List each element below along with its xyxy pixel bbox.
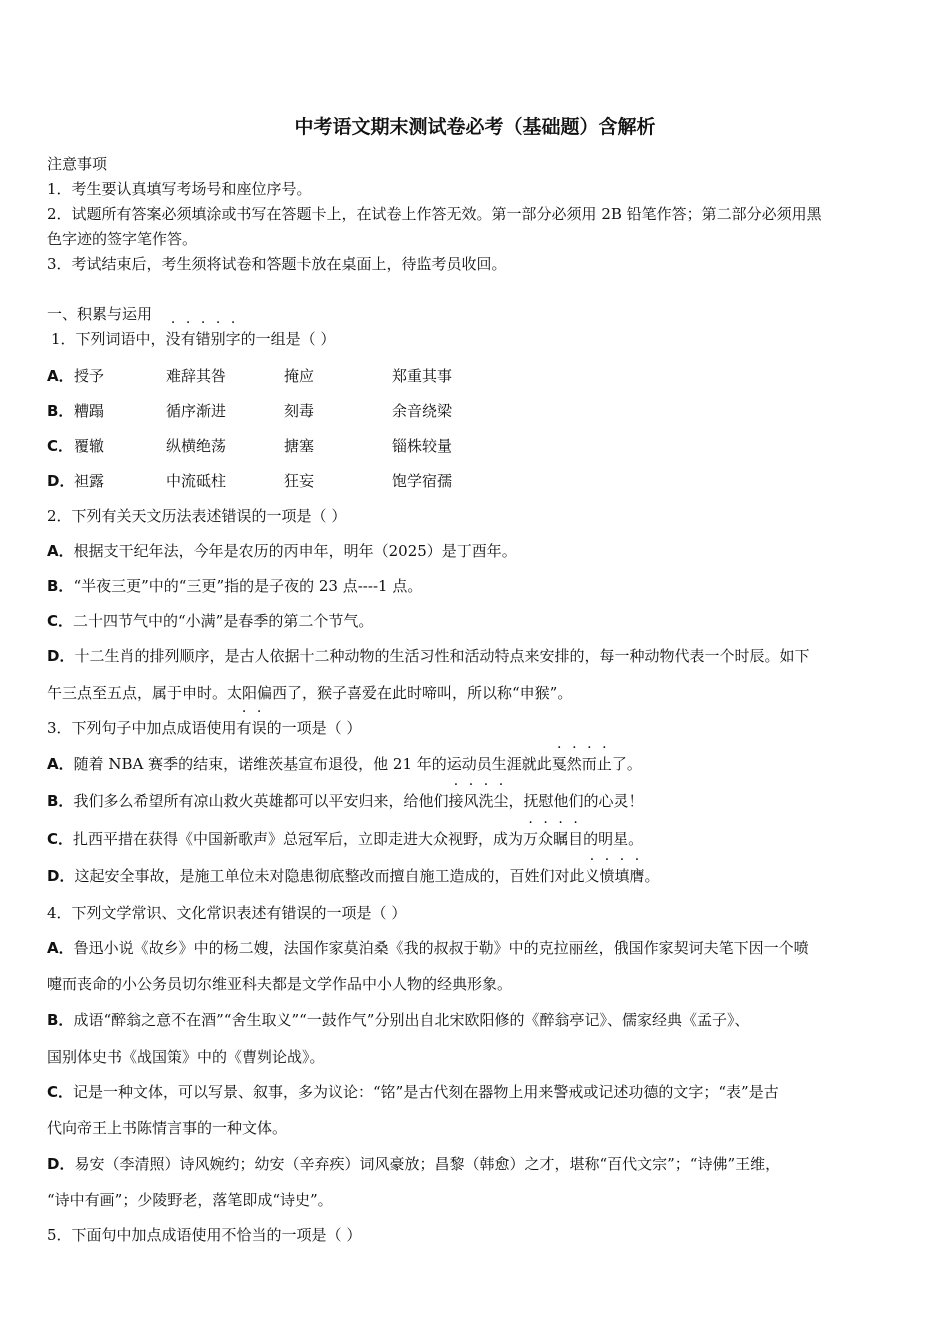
question-4-option-b: B．成语“醉翁之意不在酒”“舍生取义”“一鼓作气”分别出自北宋欧阳修的《醉翁亭记》、儒家经典《孟子》、: [47, 1011, 750, 1029]
question-1-stem: 1．下列词语中，没有错别字的一组是（ ）: [51, 330, 336, 348]
question-4-option-a: A．鲁迅小说《故乡》中的杨二嫂，法国作家莫泊桑《我的叔叔于勒》中的克拉丽丝，俄国作家契诃夫笔下因一个喷: [47, 939, 809, 957]
question-2-stem: 2．下列有关天文历法表述错误的一项是（ ）: [47, 507, 347, 525]
question-3-option-b: B．我们多么希望所有凉山救火英雄都可以平安归来，给他们接风洗尘，抚慰他们的心灵！: [47, 792, 644, 810]
notice-item: 2．试题所有答案必须填涂或书写在答题卡上，在试卷上作答无效。第一部分必须用 2B 铅笔作答；第二部分必须用黑: [47, 205, 822, 223]
question-3-option-c: C．扎西平措在获得《中国新歌声》总冠军后，立即走进大众视野，成为万众瞩目的明星。: [47, 830, 644, 848]
question-3-option-d: D．这起安全事故，是施工单位未对隐患彻底整改而擅自施工造成的，百姓们对此义愤填膺。: [47, 867, 660, 885]
notice-item: 3．考试结束后，考生须将试卷和答题卡放在桌面上，待监考员收回。: [47, 255, 507, 273]
question-4-option-c: C．记是一种文体，可以写景、叙事，多为议论：“铭”是古代刻在器物上用来警戒或记述功德的文字；“表”是古: [47, 1083, 779, 1101]
notice-item: 1．考生要认真填写考场号和座位序号。: [47, 180, 312, 198]
question-4-stem: 4．下列文学常识、文化常识表述有错误的一项是（ ）: [47, 904, 407, 922]
section-heading: 一、积累与运用: [47, 305, 153, 323]
page-title: 中考语文期末测试卷必考（基础题）含解析: [294, 116, 656, 138]
notice-item: 色字迹的签字笔作答。: [47, 230, 198, 248]
question-4-option-d: D．易安（李清照）诗风婉约；幼安（辛弃疾）词风豪放；昌黎（韩愈）之才，堪称“百代文宗”；“诗佛”王维，: [47, 1155, 781, 1173]
question-4-option-d-cont: “诗中有画”；少陵野老，落笔即成“诗史”。: [47, 1191, 333, 1209]
question-2-option-a: A．根据支干纪年法，今年是农历的丙申年，明年（2025）是丁酉年。: [47, 542, 517, 560]
question-2-option-d-cont: 午三点至五点，属于申时。太阳偏西了，猴子喜爱在此时啼叫，所以称“申猴”。: [47, 684, 573, 702]
notice-heading: 注意事项: [47, 155, 108, 173]
question-5-stem: 5．下面句中加点成语使用不恰当的一项是（ ）: [47, 1226, 362, 1244]
question-2-option-b: B．“半夜三更”中的“三更”指的是子夜的 23 点----1 点。: [47, 577, 423, 595]
exam-page: 中考语文期末测试卷必考（基础题）含解析 注意事项 1．考生要认真填写考场号和座位序号。 2．试题所有答案必须填涂或书写在答题卡上，在试卷上作答无效。第一部分必须用 2B 铅笔作答；第二部分必须用黑 色字迹的签字笔作答。 3．考试结束后，考生须将试卷和答题卡放在桌面上，待监考员收回。 一、积累与运用 1．下列词语中，没有错别字的一组是（ ） A． 授予 难辞其咎 掩应 郑重其事 B． 糟蹋 循序渐进 刻毒 余音绕梁 C． 覆辙 纵横绝荡 搪塞 锱株较量 D． 袒露 中流砥柱 狂妄 饱学宿孺 2．下列有关天文历法表述错误的一项是（ ） A．根据支干纪年法，今年是农历的丙申年，明年（2025）是丁酉年。 B．“半夜三更”中的“三更”指的是子夜的 23 点----1 点。 C．二十四节气中的“小满”是春季的第二个节气。 D．十二生肖的排列顺序，是古人依据十二种动物的生活习性和活动特点来安排的，每一种动物代表一个时辰。如下 午三点至五点，属于申时。太阳偏西了，猴子喜爱在此时啼叫，所以称“申猴”。 3．下列句子中加点成语使用有误的一项是（ ） A．随着 NBA 赛季的结束，诺维茨基宣布退役，他 21 年的运动员生涯就此戛然而止了。 B．我们多么希望所有凉山救火英雄都可以平安归来，给他们接风洗尘，抚慰他们的心灵！ C．扎西平措在获得《中国新歌声》总冠军后，立即走进大众视野，成为万众瞩目的明星。 D．这起安全事故，是施工单位未对隐患彻底整改而擅自施工造成的，百姓们对此义愤填膺。 4．下列文学常识、文化常识表述有错误的一项是（ ） A．鲁迅小说《故乡》中的杨二嫂，法国作家莫泊桑《我的叔叔于勒》中的克拉丽丝，俄国作家契诃夫笔下因一个喷 嚏而丧命的小公务员切尔维亚科夫都是文学作品中小人物的经典形象。 B．成语“醉翁之意不在酒”“舍生取义”“一鼓作气”分别出自北宋欧阳修的《醉翁亭记》、儒家经典《孟子》、 国别体史书《战国策》中的《曹刿论战》。 C．记是一种文体，可以写景、叙事，多为议论：“铭”是古代刻在器物上用来警戒或记述功德的文字；“表”是古 代向帝王上书陈情言事的一种文体。 D．易安（李清照）诗风婉约；幼安（辛弃疾）词风豪放；昌黎（韩愈）之才，堪称“百代文宗”；“诗佛”王维， “诗中有画”；少陵野老，落笔即成“诗史”。 5．下面句中加点成语使用不恰当的一项是（ ）: [0, 0, 950, 1344]
question-3-stem: 3．下列句子中加点成语使用有误的一项是（ ）: [47, 719, 362, 737]
question-4-option-c-cont: 代向帝王上书陈情言事的一种文体。: [47, 1119, 288, 1137]
question-2-option-c: C．二十四节气中的“小满”是春季的第二个节气。: [47, 612, 374, 630]
question-4-option-a-cont: 嚏而丧命的小公务员切尔维亚科夫都是文学作品中小人物的经典形象。: [47, 975, 513, 993]
question-2-option-d: D．十二生肖的排列顺序，是古人依据十二种动物的生活习性和活动特点来安排的，每一种动物代表一个时辰。如下: [47, 647, 810, 665]
question-4-option-b-cont: 国别体史书《战国策》中的《曹刿论战》。: [47, 1048, 325, 1066]
question-3-option-a: A．随着 NBA 赛季的结束，诺维茨基宣布退役，他 21 年的运动员生涯就此戛然而止了。: [47, 755, 642, 773]
